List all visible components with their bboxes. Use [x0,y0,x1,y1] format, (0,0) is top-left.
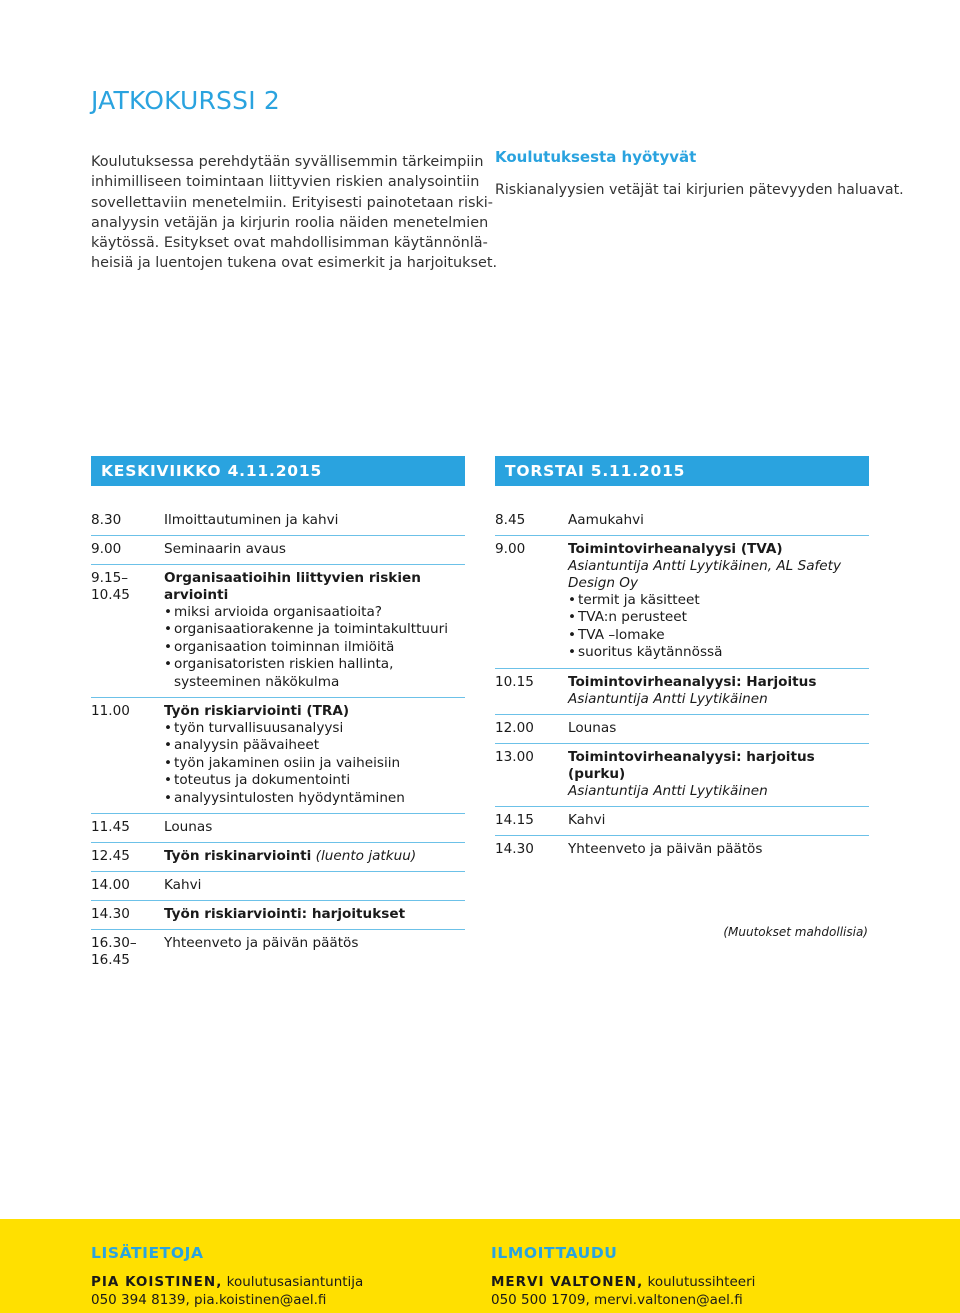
contact-details: 050 500 1709, mervi.valtonen@ael.fi [491,1292,743,1308]
intro-line: käytössä. Esitykset ovat mahdollisimman käytännönlä- [91,235,488,252]
schedule-row [495,744,869,807]
footer-register-heading: ILMOITTAUDU [491,1244,618,1262]
row-time: 9.00 [495,541,526,557]
schedule-row [91,843,465,872]
schedule-row [91,565,465,698]
row-label: Työn riskinarviointi [164,848,312,865]
row-time: 13.00 [495,748,534,765]
benefits-heading: Koulutuksesta hyötyvät [495,148,697,166]
row-label: Kahvi [568,811,606,828]
row-label: Kahvi [164,877,202,894]
row-time: 11.45 [91,819,130,836]
row-label: Lounas [164,819,213,836]
benefits-text: Riskianalyysien vetäjät tai kirjurien pätevyyden haluavat. [495,182,904,198]
footer-info-heading: LISÄTIETOJA [91,1244,204,1262]
intro-line: analyysin vetäjän ja kirjurin roolia näiden menetelmien [91,214,489,231]
bullet-item: • toteutus ja dokumentointi [164,772,465,789]
bullet-item: • miksi arvioida organisaatioita? [164,604,465,621]
day1-rows [91,507,465,975]
bullet-item: • organisatoristen riskien hallinta, systeeminen näkökulma [164,656,465,691]
bullet-item: • analyysintulosten hyödyntäminen [164,790,465,807]
row-speaker: Asiantuntija Antti Lyytikäinen [568,690,768,707]
bullet-item: • suoritus käytännössä [568,644,869,661]
row-label: Organisaatioihin liittyvien riskien arviointi [164,570,421,603]
schedule-row [495,536,869,669]
schedule-row [91,536,465,565]
schedule-row [495,715,869,744]
intro-line: Koulutuksessa perehdytään syvällisemmin tärkeimpiin [91,154,484,170]
intro-line: inhimilliseen toimintaan liittyvien riskien analysointiin [91,174,480,191]
row-time: 16.30– 16.45 [91,935,137,969]
bullet-item: • termit ja käsitteet [568,592,869,609]
schedule-row [91,698,465,814]
row-time: 9.00 [91,541,122,557]
contact-details: 050 394 8139, pia.koistinen@ael.fi [91,1292,327,1308]
bullet-item: • työn turvallisuusanalyysi [164,720,465,737]
schedule-row [495,669,869,715]
row-time: 8.30 [91,512,122,528]
schedule-row [91,872,465,901]
bullet-item: • organisaatiorakenne ja toimintakulttuuri [164,621,465,638]
contact-person [491,1274,755,1290]
row-label-note: (luento jatkuu) [315,848,417,865]
row-label: Aamukahvi [568,512,644,528]
row-label: Lounas [568,719,617,736]
row-label: Ilmoittautuminen ja kahvi [164,512,339,528]
schedule-row [91,814,465,843]
schedule-row [91,930,465,975]
row-time: 14.00 [91,877,130,894]
row-time: 9.15– 10.45 [91,570,130,603]
footer-info [91,1244,363,1308]
bullet-item: • organisaation toiminnan ilmiöitä [164,639,465,656]
day1-schedule [91,456,465,975]
contact-name: PIA KOISTINEN, [91,1274,223,1290]
row-time: 8.45 [495,512,526,528]
contact-name: MERVI VALTONEN, [491,1274,644,1290]
day1-header: KESKIVIIKKO 4.11.2015 [91,456,465,486]
bullet-item: • TVA:n perusteet [568,609,869,626]
contact-role: koulutusasiantuntija [222,1274,364,1290]
row-label: Yhteenveto ja päivän päätös [568,840,763,857]
contact-person [91,1274,363,1290]
contact-role: koulutussihteeri [643,1274,756,1290]
row-bullets [164,720,465,807]
row-label: Toimintovirheanalyysi (TVA) [568,541,783,557]
intro-line: heisiä ja luentojen tukena ovat esimerkit ja harjoitukset. [91,255,498,272]
row-label: Seminaarin avaus [164,541,286,557]
footer-register [491,1244,755,1308]
row-time: 12.45 [91,848,130,865]
row-speaker: Asiantuntija Antti Lyytikäinen [568,782,768,799]
row-time: 14.30 [91,906,130,923]
day2-rows [495,507,869,864]
row-bullets [164,604,465,691]
row-label: Työn riskiarviointi (TRA) [164,703,350,720]
row-time: 14.30 [495,840,534,857]
row-label: Toimintovirheanalyysi: Harjoitus [568,673,817,690]
changes-note: (Muutokset mahdollisia) [723,925,868,939]
page-title: JATKOKURSSI 2 [91,86,281,115]
schedule-row [495,507,869,536]
day2-header: TORSTAI 5.11.2015 [495,456,869,486]
schedule-row [495,836,869,864]
schedule-row [91,901,465,930]
row-time: 14.15 [495,811,534,828]
intro-text [91,152,498,274]
row-time: 10.15 [495,673,534,690]
row-label: Yhteenveto ja päivän päätös [164,935,359,952]
footer-band [0,1219,960,1313]
schedule-row [91,507,465,536]
intro-line: sovellettaviin menetelmiin. Erityisesti painotetaan riski- [91,194,493,211]
row-label-wrap [164,848,465,865]
row-bullets [568,592,869,662]
row-label: Työn riskiarviointi: harjoitukset [164,906,406,923]
row-speaker: Asiantuntija Antti Lyytikäinen, AL Safety Design Oy [568,558,842,591]
bullet-item: • työn jakaminen osiin ja vaiheisiin [164,755,465,772]
bullet-item: • TVA –lomake [568,627,869,644]
row-time: 12.00 [495,719,534,736]
row-label: Toimintovirheanalyysi: harjoitus (purku) [568,748,815,782]
bullet-item: • analyysin päävaiheet [164,737,465,754]
day2-schedule [495,456,869,864]
row-time: 11.00 [91,703,130,720]
schedule-row [495,807,869,836]
